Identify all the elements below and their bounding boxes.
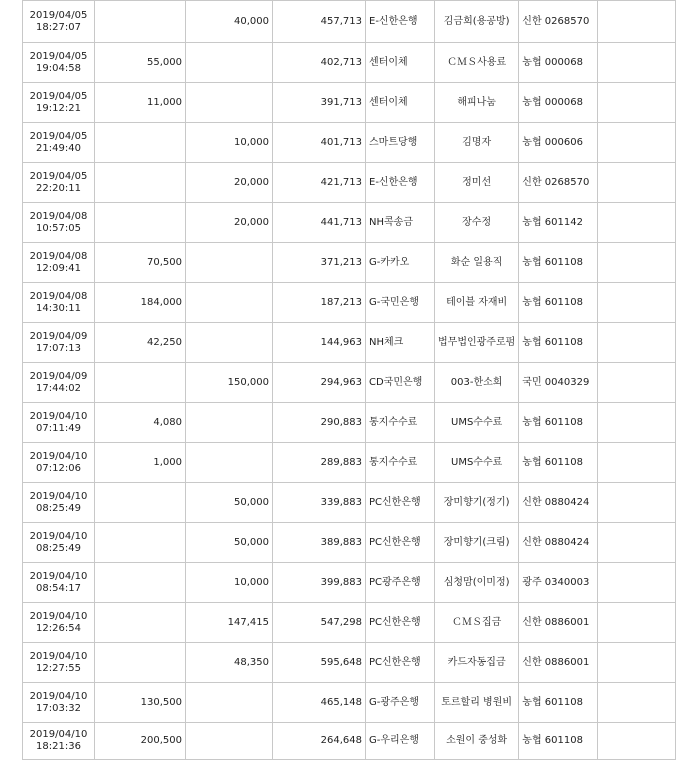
balance-cell: 441,713 [273, 203, 366, 243]
deposit-cell [186, 443, 273, 483]
date-text: 2019/04/10 [29, 490, 88, 502]
transaction-table-body [23, 1, 676, 760]
transaction-row [23, 43, 676, 83]
date-time-cell [23, 163, 95, 203]
time-text: 21:49:40 [36, 142, 81, 154]
transaction-row [23, 83, 676, 123]
bank-branch-cell: 농협 601108 [519, 323, 598, 363]
counterparty-cell: 토르할리 병원비 [435, 683, 519, 723]
transaction-row [23, 723, 676, 760]
time-text: 12:09:41 [36, 262, 81, 274]
bank-branch-cell: 신한 0268570 [519, 163, 598, 203]
date-text: 2019/04/09 [29, 330, 88, 342]
time-text: 19:04:58 [36, 62, 81, 74]
date-text: 2019/04/10 [29, 530, 88, 542]
bank-branch-cell: 농협 000068 [519, 43, 598, 83]
transaction-row [23, 283, 676, 323]
memo-cell [598, 323, 676, 363]
deposit-cell [186, 683, 273, 723]
bank-branch-cell: 농협 601108 [519, 243, 598, 283]
time-text: 17:44:02 [36, 382, 81, 394]
deposit-cell [186, 723, 273, 760]
transaction-row [23, 163, 676, 203]
balance-cell: 371,213 [273, 243, 366, 283]
counterparty-cell: 장미향기(정기) [435, 483, 519, 523]
counterparty-cell: 심청맘(이미정) [435, 563, 519, 603]
memo-cell [598, 483, 676, 523]
memo-cell [598, 43, 676, 83]
deposit-cell: 10,000 [186, 563, 273, 603]
withdrawal-cell: 184,000 [95, 283, 186, 323]
description-cell: E-신한은행 [366, 163, 435, 203]
bank-branch-cell: 신한 0268570 [519, 1, 598, 43]
balance-cell: 391,713 [273, 83, 366, 123]
memo-cell [598, 603, 676, 643]
memo-cell [598, 203, 676, 243]
description-cell: CD국민은행 [366, 363, 435, 403]
memo-cell [598, 1, 676, 43]
counterparty-cell: 법무법인광주로펌 [435, 323, 519, 363]
transaction-row [23, 1, 676, 43]
deposit-cell: 20,000 [186, 163, 273, 203]
date-time-cell [23, 203, 95, 243]
date-time-cell [23, 403, 95, 443]
time-text: 07:12:06 [36, 462, 81, 474]
date-text: 2019/04/05 [29, 130, 88, 142]
memo-cell [598, 363, 676, 403]
memo-cell [598, 403, 676, 443]
date-time-cell [23, 563, 95, 603]
balance-cell: 144,963 [273, 323, 366, 363]
withdrawal-cell [95, 563, 186, 603]
transaction-row [23, 443, 676, 483]
date-text: 2019/04/09 [29, 370, 88, 382]
balance-cell: 595,648 [273, 643, 366, 683]
counterparty-cell: UMS수수료 [435, 403, 519, 443]
time-text: 12:26:54 [36, 622, 81, 634]
date-text: 2019/04/08 [29, 210, 88, 222]
description-cell: 센터이체 [366, 83, 435, 123]
description-cell: G-우리은행 [366, 723, 435, 760]
date-time-cell [23, 123, 95, 163]
withdrawal-cell [95, 523, 186, 563]
balance-cell: 401,713 [273, 123, 366, 163]
deposit-cell: 50,000 [186, 523, 273, 563]
description-cell: G-카카오 [366, 243, 435, 283]
date-time-cell [23, 483, 95, 523]
time-text: 07:11:49 [36, 422, 81, 434]
transaction-row [23, 323, 676, 363]
deposit-cell [186, 403, 273, 443]
bank-branch-cell: 신한 0880424 [519, 483, 598, 523]
date-text: 2019/04/10 [29, 410, 88, 422]
withdrawal-cell [95, 203, 186, 243]
withdrawal-cell [95, 643, 186, 683]
date-text: 2019/04/05 [29, 50, 88, 62]
transaction-row [23, 363, 676, 403]
bank-branch-cell: 국민 0040329 [519, 363, 598, 403]
withdrawal-cell [95, 363, 186, 403]
transaction-table [22, 0, 676, 760]
transaction-row [23, 243, 676, 283]
bank-branch-cell: 농협 000068 [519, 83, 598, 123]
withdrawal-cell: 11,000 [95, 83, 186, 123]
deposit-cell: 50,000 [186, 483, 273, 523]
description-cell: 센터이체 [366, 43, 435, 83]
counterparty-cell: UMS수수료 [435, 443, 519, 483]
deposit-cell [186, 283, 273, 323]
description-cell: G-국민은행 [366, 283, 435, 323]
memo-cell [598, 163, 676, 203]
transaction-row [23, 563, 676, 603]
counterparty-cell: 장미향기(크림) [435, 523, 519, 563]
balance-cell: 289,883 [273, 443, 366, 483]
bank-branch-cell: 신한 0880424 [519, 523, 598, 563]
counterparty-cell: ＣＭＳ사용료 [435, 43, 519, 83]
description-cell: G-광주은행 [366, 683, 435, 723]
memo-cell [598, 83, 676, 123]
deposit-cell [186, 243, 273, 283]
withdrawal-cell [95, 123, 186, 163]
transaction-row [23, 603, 676, 643]
counterparty-cell: 003-한소희 [435, 363, 519, 403]
counterparty-cell: 카드자동집금 [435, 643, 519, 683]
withdrawal-cell [95, 1, 186, 43]
memo-cell [598, 123, 676, 163]
date-time-cell [23, 683, 95, 723]
withdrawal-cell: 1,000 [95, 443, 186, 483]
bank-branch-cell: 농협 601108 [519, 443, 598, 483]
date-time-cell [23, 363, 95, 403]
time-text: 14:30:11 [36, 302, 81, 314]
memo-cell [598, 643, 676, 683]
deposit-cell: 147,415 [186, 603, 273, 643]
date-time-cell [23, 1, 95, 43]
time-text: 19:12:21 [36, 102, 81, 114]
date-text: 2019/04/05 [29, 170, 88, 182]
date-text: 2019/04/05 [29, 90, 88, 102]
time-text: 08:54:17 [36, 582, 81, 594]
time-text: 17:07:13 [36, 342, 81, 354]
description-cell: PC광주은행 [366, 563, 435, 603]
date-text: 2019/04/10 [29, 570, 88, 582]
time-text: 18:21:36 [36, 741, 81, 752]
counterparty-cell: 장수정 [435, 203, 519, 243]
deposit-cell [186, 83, 273, 123]
balance-cell: 290,883 [273, 403, 366, 443]
date-time-cell [23, 723, 95, 760]
bank-branch-cell: 신한 0886001 [519, 643, 598, 683]
memo-cell [598, 243, 676, 283]
balance-cell: 187,213 [273, 283, 366, 323]
memo-cell [598, 683, 676, 723]
transaction-row [23, 483, 676, 523]
bank-branch-cell: 광주 0340003 [519, 563, 598, 603]
description-cell: PC신한은행 [366, 523, 435, 563]
withdrawal-cell: 200,500 [95, 723, 186, 760]
date-time-cell [23, 323, 95, 363]
transaction-row [23, 203, 676, 243]
deposit-cell: 48,350 [186, 643, 273, 683]
description-cell: 통지수수료 [366, 443, 435, 483]
description-cell: NH체크 [366, 323, 435, 363]
date-time-cell [23, 523, 95, 563]
withdrawal-cell [95, 163, 186, 203]
bank-branch-cell: 신한 0886001 [519, 603, 598, 643]
memo-cell [598, 443, 676, 483]
memo-cell [598, 283, 676, 323]
balance-cell: 421,713 [273, 163, 366, 203]
balance-cell: 389,883 [273, 523, 366, 563]
bank-branch-cell: 농협 601108 [519, 683, 598, 723]
description-cell: PC신한은행 [366, 603, 435, 643]
date-time-cell [23, 443, 95, 483]
memo-cell [598, 723, 676, 760]
time-text: 22:20:11 [36, 182, 81, 194]
counterparty-cell: 테이블 자재비 [435, 283, 519, 323]
date-time-cell [23, 283, 95, 323]
memo-cell [598, 523, 676, 563]
transaction-row [23, 403, 676, 443]
description-cell: E-신한은행 [366, 1, 435, 43]
date-time-cell [23, 603, 95, 643]
description-cell: NH콕송금 [366, 203, 435, 243]
date-text: 2019/04/10 [29, 650, 88, 662]
date-text: 2019/04/10 [29, 729, 88, 740]
counterparty-cell: 김금희(용공방) [435, 1, 519, 43]
description-cell: PC신한은행 [366, 643, 435, 683]
transaction-row [23, 523, 676, 563]
deposit-cell: 10,000 [186, 123, 273, 163]
balance-cell: 547,298 [273, 603, 366, 643]
deposit-cell: 150,000 [186, 363, 273, 403]
date-text: 2019/04/10 [29, 450, 88, 462]
time-text: 18:27:07 [36, 21, 81, 33]
date-time-cell [23, 643, 95, 683]
balance-cell: 264,648 [273, 723, 366, 760]
bank-branch-cell: 농협 000606 [519, 123, 598, 163]
deposit-cell: 20,000 [186, 203, 273, 243]
balance-cell: 402,713 [273, 43, 366, 83]
date-time-cell [23, 243, 95, 283]
balance-cell: 294,963 [273, 363, 366, 403]
transaction-row [23, 123, 676, 163]
balance-cell: 339,883 [273, 483, 366, 523]
date-time-cell [23, 83, 95, 123]
counterparty-cell: 화순 일용직 [435, 243, 519, 283]
date-text: 2019/04/08 [29, 290, 88, 302]
withdrawal-cell: 4,080 [95, 403, 186, 443]
counterparty-cell: 김명자 [435, 123, 519, 163]
bank-branch-cell: 농협 601108 [519, 403, 598, 443]
counterparty-cell: 소원이 중성화 [435, 723, 519, 760]
counterparty-cell: 정미선 [435, 163, 519, 203]
withdrawal-cell: 42,250 [95, 323, 186, 363]
date-text: 2019/04/08 [29, 250, 88, 262]
withdrawal-cell [95, 483, 186, 523]
date-time-cell [23, 43, 95, 83]
balance-cell: 457,713 [273, 1, 366, 43]
bank-branch-cell: 농협 601108 [519, 283, 598, 323]
time-text: 12:27:55 [36, 662, 81, 674]
deposit-cell: 40,000 [186, 1, 273, 43]
time-text: 08:25:49 [36, 502, 81, 514]
time-text: 08:25:49 [36, 542, 81, 554]
date-text: 2019/04/10 [29, 690, 88, 702]
date-text: 2019/04/10 [29, 610, 88, 622]
description-cell: 스마트당행 [366, 123, 435, 163]
counterparty-cell: ＣＭＳ집금 [435, 603, 519, 643]
transaction-row [23, 683, 676, 723]
time-text: 10:57:05 [36, 222, 81, 234]
withdrawal-cell: 130,500 [95, 683, 186, 723]
withdrawal-cell: 55,000 [95, 43, 186, 83]
counterparty-cell: 해피나눔 [435, 83, 519, 123]
balance-cell: 399,883 [273, 563, 366, 603]
bank-branch-cell: 농협 601108 [519, 723, 598, 760]
deposit-cell [186, 43, 273, 83]
withdrawal-cell [95, 603, 186, 643]
time-text: 17:03:32 [36, 702, 81, 714]
description-cell: PC신한은행 [366, 483, 435, 523]
bank-branch-cell: 농협 601142 [519, 203, 598, 243]
memo-cell [598, 563, 676, 603]
transaction-row [23, 643, 676, 683]
withdrawal-cell: 70,500 [95, 243, 186, 283]
deposit-cell [186, 323, 273, 363]
date-text: 2019/04/05 [29, 9, 88, 21]
description-cell: 통지수수료 [366, 403, 435, 443]
balance-cell: 465,148 [273, 683, 366, 723]
